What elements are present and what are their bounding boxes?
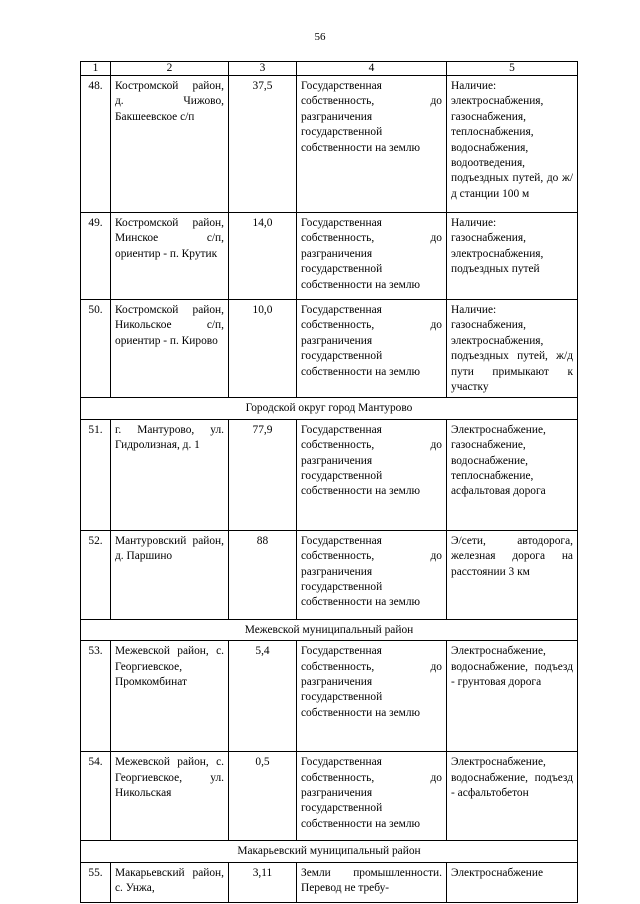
column-number-row xyxy=(81,62,578,76)
table-row xyxy=(81,862,578,902)
table-row xyxy=(81,752,578,841)
section-row xyxy=(81,841,578,862)
area-cell: 88 xyxy=(229,530,297,619)
row-number: 50. xyxy=(81,300,111,398)
location-cell: г. Мантурово, ул. Гидролизная, д. 1 xyxy=(111,419,229,530)
area-cell: 0,5 xyxy=(229,752,297,841)
column-number: 5 xyxy=(447,62,578,76)
land-plots-table xyxy=(80,61,578,903)
table-row xyxy=(81,300,578,398)
section-row xyxy=(81,619,578,640)
section-title: Макарьевский муниципальный район xyxy=(81,841,578,862)
location-cell: Костромской район, Минское с/п, ориентир - п. Крутик xyxy=(111,213,229,300)
location-cell: Костромской район, д. Чижово, Бакшеевское с/п xyxy=(111,76,229,213)
table-row xyxy=(81,76,578,213)
ownership-cell: Государственная собственность, до разграничения государственной собственности на землю xyxy=(297,213,447,300)
table-row xyxy=(81,419,578,530)
infrastructure-cell: Электроснабжение, водоснабжение, подъезд - асфальтобетон xyxy=(447,752,578,841)
infrastructure-cell: Электроснабжение xyxy=(447,862,578,902)
location-cell: Костромской район, Никольское с/п, ориентир - п. Кирово xyxy=(111,300,229,398)
area-cell: 3,11 xyxy=(229,862,297,902)
section-row xyxy=(81,398,578,419)
ownership-cell: Государственная собственность, до разграничения государственной собственности на землю xyxy=(297,752,447,841)
row-number: 52. xyxy=(81,530,111,619)
row-number: 49. xyxy=(81,213,111,300)
ownership-cell: Земли промышленности. Перевод не требу- xyxy=(297,862,447,902)
table-row xyxy=(81,530,578,619)
infrastructure-cell: Наличие: электроснабжения, газоснабжения, теплоснабжения, водоснабжения, водоотведения, подъездных путей, до ж/д станции 100 м xyxy=(447,76,578,213)
row-number: 48. xyxy=(81,76,111,213)
page-number: 56 xyxy=(314,31,326,43)
table-row xyxy=(81,641,578,752)
area-cell: 77,9 xyxy=(229,419,297,530)
infrastructure-cell: Электроснабжение, водоснабжение, подъезд - грунтовая дорога xyxy=(447,641,578,752)
row-number: 53. xyxy=(81,641,111,752)
section-title: Межевской муниципальный район xyxy=(81,619,578,640)
row-number: 54. xyxy=(81,752,111,841)
table-body xyxy=(81,62,578,903)
column-number: 1 xyxy=(81,62,111,76)
location-cell: Межевской район, с. Георгиевское, ул. Никольская xyxy=(111,752,229,841)
row-number: 55. xyxy=(81,862,111,902)
ownership-cell: Государственная собственность, до разграничения государственной собственности на землю xyxy=(297,530,447,619)
area-cell: 10,0 xyxy=(229,300,297,398)
ownership-cell: Государственная собственность, до разграничения государственной собственности на землю xyxy=(297,419,447,530)
area-cell: 5,4 xyxy=(229,641,297,752)
area-cell: 14,0 xyxy=(229,213,297,300)
infrastructure-cell: Наличие: газоснабжения, электроснабжения, подъездных путей xyxy=(447,213,578,300)
location-cell: Межевской район, с. Георгиевское, Промкомбинат xyxy=(111,641,229,752)
column-number: 3 xyxy=(229,62,297,76)
column-number: 2 xyxy=(111,62,229,76)
section-title: Городской округ город Мантурово xyxy=(81,398,578,419)
infrastructure-cell: Наличие: газоснабжения, электроснабжения, подъездных путей, ж/д пути примыкают к участку xyxy=(447,300,578,398)
ownership-cell: Государственная собственность, до разграничения государственной собственности на землю xyxy=(297,76,447,213)
location-cell: Мантуровский район, д. Паршино xyxy=(111,530,229,619)
infrastructure-cell: Э/сети, автодорога, железная дорога на расстоянии 3 км xyxy=(447,530,578,619)
infrastructure-cell: Электроснабжение, газоснабжение, водоснабжение, теплоснабжение, асфальтовая дорога xyxy=(447,419,578,530)
area-cell: 37,5 xyxy=(229,76,297,213)
row-number: 51. xyxy=(81,419,111,530)
ownership-cell: Государственная собственность, до разграничения государственной собственности на землю xyxy=(297,641,447,752)
location-cell: Макарьевский район, с. Унжа, xyxy=(111,862,229,902)
ownership-cell: Государственная собственность, до разграничения государственной собственности на землю xyxy=(297,300,447,398)
column-number: 4 xyxy=(297,62,447,76)
table-row xyxy=(81,213,578,300)
